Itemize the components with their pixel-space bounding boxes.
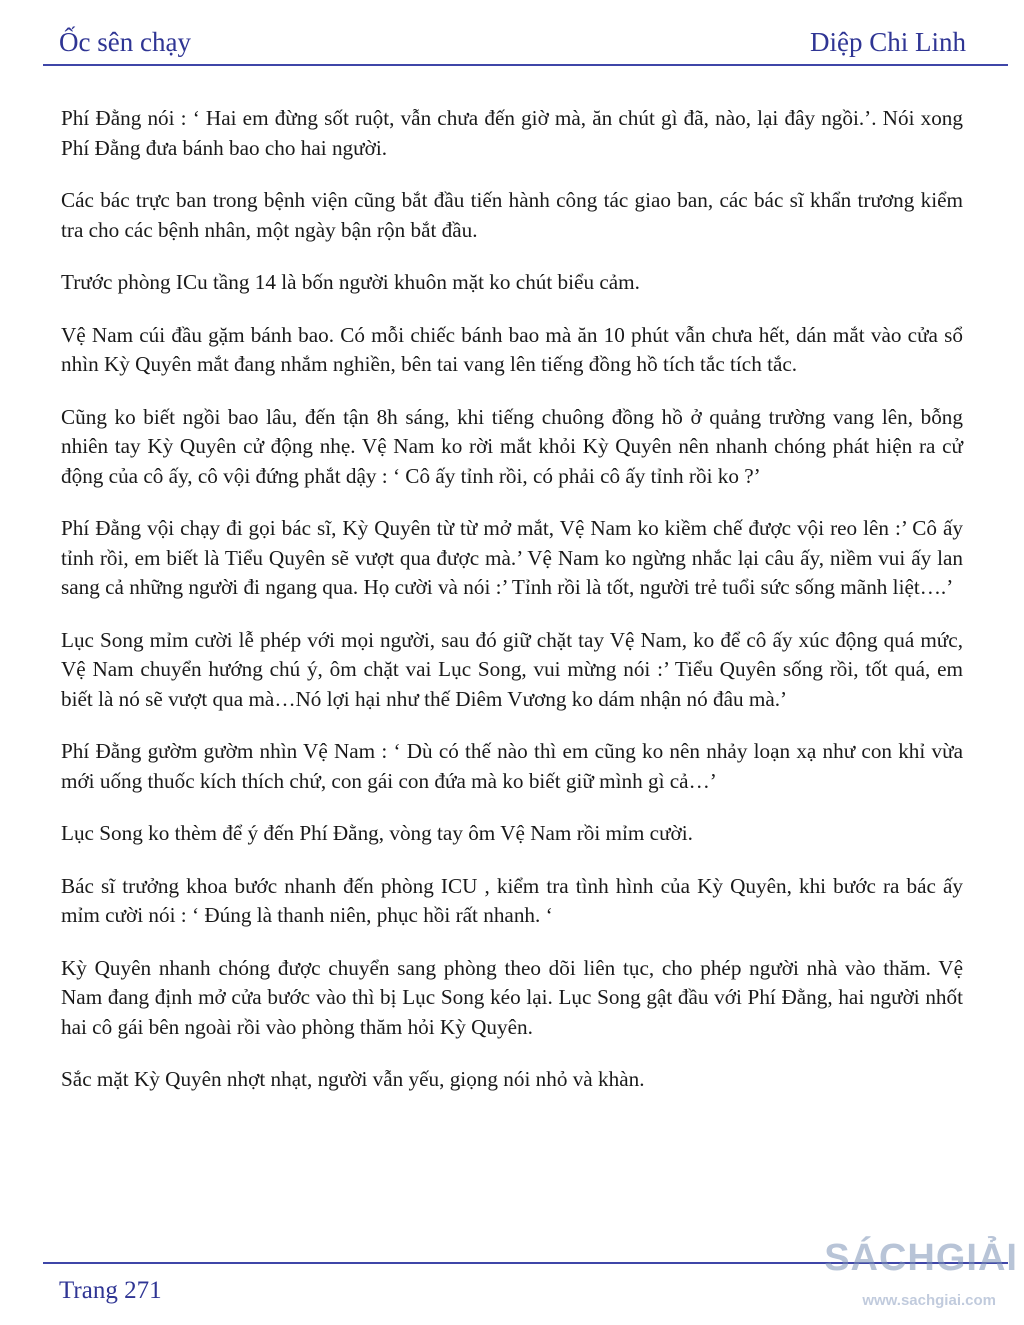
paragraph: Phí Đằng gườm gườm nhìn Vệ Nam : ‘ Dù có thế nào thì em cũng ko nên nhảy loạn xạ như con khỉ vừa mới uống thuốc kích thích chứ, con gái con đứa mà ko biết giữ mình gì cả…’ — [61, 739, 963, 793]
paragraph: Vệ Nam cúi đầu gặm bánh bao. Có mỗi chiếc bánh bao mà ăn 10 phút vẫn chưa hết, dán mắt vào cửa sổ nhìn Kỳ Quyên mắt đang nhắm nghiền, bên tai vang lên tiếng đồng hồ tích tắc tích tắc. — [61, 322, 963, 376]
paragraph: Phí Đằng nói : ‘ Hai em đừng sốt ruột, vẫn chưa đến giờ mà, ăn chút gì đã, nào, lại đây ngồi.’. Nói xong Phí Đằng đưa bánh bao cho hai người. — [61, 106, 963, 160]
watermark-url: www.sachgiai.com — [862, 1292, 996, 1309]
page-header — [59, 22, 966, 62]
book-title: Ốc sên chạy — [59, 27, 191, 57]
paragraph: Các bác trực ban trong bệnh viện cũng bắt đầu tiến hành công tác giao ban, các bác sĩ khẩn trương kiểm tra cho các bệnh nhân, một ngày bận rộn bắt đầu. — [61, 188, 963, 242]
paragraph: Cũng ko biết ngồi bao lâu, đến tận 8h sáng, khi tiếng chuông đồng hồ ở quảng trường vang lên, bỗng nhiên tay Kỳ Quyên cử động nhẹ. Vệ Nam ko rời mắt khỏi Kỳ Quyên nên nhanh chóng phát hiện ra cử động của cô ấy, cô vội đứng phắt dậy : ‘ Cô ấy tỉnh rồi, có phải cô ấy tỉnh rồi ko ?’ — [61, 404, 963, 488]
paragraph: Trước phòng ICu tầng 14 là bốn người khuôn mặt ko chút biểu cảm. — [61, 270, 640, 294]
paragraph: Sắc mặt Kỳ Quyên nhợt nhạt, người vẫn yếu, giọng nói nhỏ và khàn. — [61, 1067, 645, 1091]
page-body — [61, 104, 963, 1118]
watermark — [818, 1228, 1018, 1320]
watermark-logo: SÁCHGIẢI — [824, 1237, 1018, 1279]
page-number: Trang 271 — [59, 1277, 162, 1304]
paragraph: Phí Đằng vội chạy đi gọi bác sĩ, Kỳ Quyên từ từ mở mắt, Vệ Nam ko kiềm chế được vội reo lên :’ Cô ấy tỉnh rồi, em biết là Tiểu Quyên sẽ vượt qua được mà.’ Vệ Nam ko ngừng nhắc lại câu ấy, niềm vui ấy lan sang cả những người đi ngang qua. Họ cười và nói :’ Tỉnh rồi là tốt, người trẻ tuổi sức sống mãnh liệt….’ — [61, 516, 963, 599]
author-name: Diệp Chi Linh — [810, 27, 966, 57]
paragraph: Bác sĩ trưởng khoa bước nhanh đến phòng ICU , kiểm tra tình hình của Kỳ Quyên, khi bước ra bác ấy mỉm cười nói : ‘ Đúng là thanh niên, phục hồi rất nhanh. ‘ — [61, 873, 963, 927]
paragraph: Lục Song ko thèm để ý đến Phí Đằng, vòng tay ôm Vệ Nam rồi mỉm cười. — [61, 821, 693, 845]
paragraph: Lục Song mỉm cười lễ phép với mọi người, sau đó giữ chặt tay Vệ Nam, ko để cô ấy xúc động quá mức, Vệ Nam chuyển hướng chú ý, ôm chặt vai Lục Song, vui mừng nói :’ Tiểu Quyên sống rồi, tốt quá, em biết là nó sẽ vượt qua mà…Nó lợi hại như thế Diêm Vương ko dám nhận nó đâu mà.’ — [61, 627, 963, 711]
header-divider — [43, 64, 1008, 66]
paragraph: Kỳ Quyên nhanh chóng được chuyển sang phòng theo dõi liên tục, cho phép người nhà vào thăm. Vệ Nam đang định mở cửa bước vào thì bị Lục Song kéo lại. Lục Song gật đầu với Phí Đằng, hai người nhốt hai cô gái bên ngoài rồi vào phòng thăm hỏi Kỳ Quyên. — [61, 955, 963, 1039]
